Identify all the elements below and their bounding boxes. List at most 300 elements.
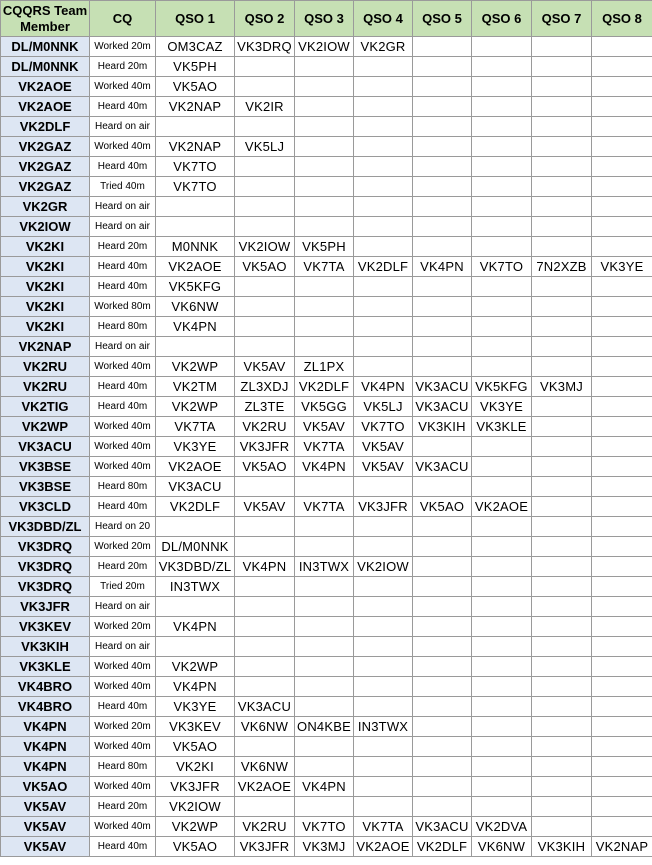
qso-cell xyxy=(592,577,652,597)
member-cell: VK3DBD/ZL xyxy=(1,517,90,537)
qso-cell xyxy=(472,157,532,177)
qso-cell: VK3ACU xyxy=(413,817,472,837)
qso-cell: VK4PN xyxy=(156,617,235,637)
qso-cell: VK3JFR xyxy=(156,777,235,797)
qso-cell: VK2AOE xyxy=(472,497,532,517)
qso-cell xyxy=(532,697,592,717)
qso-cell xyxy=(354,117,413,137)
qso-cell: VK3DBD/ZL xyxy=(156,557,235,577)
qso-cell xyxy=(472,537,532,557)
header-row xyxy=(1,1,652,37)
qso-cell: VK5AV xyxy=(235,357,295,377)
table-row xyxy=(1,657,652,677)
qso-cell xyxy=(532,397,592,417)
qso-cell xyxy=(354,77,413,97)
member-cell: VK4BRO xyxy=(1,677,90,697)
qso-cell xyxy=(592,37,652,57)
qso-cell xyxy=(354,277,413,297)
qso-cell xyxy=(472,657,532,677)
qso-cell xyxy=(413,157,472,177)
qso-cell xyxy=(156,217,235,237)
qso-cell: VK3ACU xyxy=(413,457,472,477)
qso-cell: VK5AO xyxy=(413,497,472,517)
qso-cell xyxy=(295,537,354,557)
qso-cell: VK5KFG xyxy=(472,377,532,397)
member-cell: VK2GAZ xyxy=(1,137,90,157)
cq-cell: Worked 40m xyxy=(90,657,156,677)
table-row xyxy=(1,197,652,217)
member-cell: VK3KEV xyxy=(1,617,90,637)
qso-cell: VK5AV xyxy=(354,457,413,477)
cq-cell: Worked 40m xyxy=(90,677,156,697)
qso-cell xyxy=(592,697,652,717)
table-row xyxy=(1,397,652,417)
qso-cell: VK2DLF xyxy=(156,497,235,517)
qso-cell xyxy=(295,157,354,177)
member-cell: VK2WP xyxy=(1,417,90,437)
qso-cell: VK3YE xyxy=(472,397,532,417)
table-row xyxy=(1,377,652,397)
qso-cell: VK6NW xyxy=(472,837,532,857)
qso-cell xyxy=(235,57,295,77)
qso-cell: VK3KEV xyxy=(156,717,235,737)
table-row xyxy=(1,437,652,457)
qso-cell: IN3TWX xyxy=(295,557,354,577)
qso-cell: IN3TWX xyxy=(156,577,235,597)
qso-cell xyxy=(532,277,592,297)
qso-cell xyxy=(295,197,354,217)
cq-cell: Worked 40m xyxy=(90,777,156,797)
table-row xyxy=(1,617,652,637)
qso-cell xyxy=(532,37,592,57)
table-row xyxy=(1,477,652,497)
qso-cell xyxy=(295,677,354,697)
qso-cell xyxy=(413,637,472,657)
qso-cell xyxy=(592,77,652,97)
qso-cell xyxy=(592,657,652,677)
cq-cell: Heard on air xyxy=(90,217,156,237)
cq-cell: Worked 20m xyxy=(90,537,156,557)
table-row xyxy=(1,177,652,197)
member-cell: VK2KI xyxy=(1,237,90,257)
qso-cell: VK2WP xyxy=(156,657,235,677)
cq-cell: Heard 80m xyxy=(90,477,156,497)
qso-cell xyxy=(235,637,295,657)
table-row xyxy=(1,817,652,837)
qso-cell xyxy=(592,457,652,477)
qso-cell xyxy=(532,817,592,837)
qso-cell xyxy=(413,657,472,677)
qso-cell xyxy=(354,677,413,697)
qso-cell xyxy=(592,377,652,397)
qso-cell xyxy=(472,277,532,297)
qso-cell xyxy=(532,537,592,557)
header-member: CQQRS Team Member xyxy=(1,1,90,37)
cq-cell: Tried 20m xyxy=(90,577,156,597)
qso-cell xyxy=(295,77,354,97)
member-cell: VK5AO xyxy=(1,777,90,797)
table-row xyxy=(1,257,652,277)
qso-cell xyxy=(413,557,472,577)
qso-cell xyxy=(295,597,354,617)
table-row xyxy=(1,597,652,617)
qso-cell xyxy=(592,757,652,777)
qso-cell xyxy=(235,297,295,317)
qso-cell xyxy=(472,177,532,197)
qso-cell: VK7TO xyxy=(156,157,235,177)
table-row xyxy=(1,837,652,857)
qso-cell xyxy=(532,77,592,97)
qso-cell xyxy=(413,317,472,337)
qso-cell xyxy=(592,157,652,177)
qso-cell xyxy=(413,197,472,217)
qso-cell xyxy=(532,737,592,757)
table-row xyxy=(1,637,652,657)
qso-cell xyxy=(295,297,354,317)
member-cell: VK3KIH xyxy=(1,637,90,657)
qso-cell xyxy=(472,557,532,577)
qso-cell: VK4PN xyxy=(235,557,295,577)
qso-cell xyxy=(413,517,472,537)
table-body xyxy=(1,37,652,857)
member-cell: VK2AOE xyxy=(1,77,90,97)
qso-cell xyxy=(592,517,652,537)
qso-cell xyxy=(592,817,652,837)
qso-cell: VK3DRQ xyxy=(235,37,295,57)
qso-cell xyxy=(532,497,592,517)
table-row xyxy=(1,737,652,757)
qso-cell xyxy=(472,717,532,737)
qso-cell: VK3KIH xyxy=(532,837,592,857)
qso-cell xyxy=(472,777,532,797)
member-cell: VK5AV xyxy=(1,837,90,857)
cq-cell: Worked 40m xyxy=(90,357,156,377)
qso-cell: M0NNK xyxy=(156,237,235,257)
qso-cell: VK4PN xyxy=(295,457,354,477)
qso-cell: ZL3TE xyxy=(235,397,295,417)
qso-cell xyxy=(235,617,295,637)
qso-cell xyxy=(413,137,472,157)
qso-cell xyxy=(235,577,295,597)
qso-cell xyxy=(472,117,532,137)
qso-cell xyxy=(472,757,532,777)
table-row xyxy=(1,157,652,177)
qso-cell xyxy=(235,157,295,177)
header-qso-2: QSO 2 xyxy=(235,1,295,37)
qso-cell xyxy=(354,517,413,537)
qso-cell xyxy=(472,597,532,617)
qso-cell: VK2DLF xyxy=(413,837,472,857)
header-qso-5: QSO 5 xyxy=(413,1,472,37)
qso-cell xyxy=(354,357,413,377)
qso-cell xyxy=(413,57,472,77)
qso-cell: VK3ACU xyxy=(413,397,472,417)
member-cell: VK2IOW xyxy=(1,217,90,237)
qso-cell xyxy=(295,117,354,137)
qso-cell xyxy=(295,217,354,237)
qso-cell xyxy=(235,537,295,557)
member-cell: VK2NAP xyxy=(1,337,90,357)
qso-cell xyxy=(156,197,235,217)
cq-cell: Worked 40m xyxy=(90,817,156,837)
cq-cell: Heard 40m xyxy=(90,497,156,517)
qso-cell xyxy=(354,237,413,257)
qso-cell: VK2NAP xyxy=(156,97,235,117)
qso-cell xyxy=(592,337,652,357)
qso-cell: VK7TA xyxy=(295,257,354,277)
qso-cell: 7N2XZB xyxy=(532,257,592,277)
qso-cell: VK2WP xyxy=(156,357,235,377)
qso-cell xyxy=(295,637,354,657)
qso-cell xyxy=(295,737,354,757)
qso-cell xyxy=(532,717,592,737)
qso-cell xyxy=(592,557,652,577)
qso-cell: VK5AV xyxy=(235,497,295,517)
qso-cell xyxy=(413,777,472,797)
header-cq: CQ xyxy=(90,1,156,37)
qso-cell xyxy=(532,637,592,657)
qso-cell xyxy=(295,797,354,817)
qso-cell xyxy=(413,117,472,137)
qso-cell xyxy=(592,57,652,77)
qso-cell xyxy=(413,597,472,617)
header-qso-6: QSO 6 xyxy=(472,1,532,37)
cq-cell: Worked 40m xyxy=(90,437,156,457)
qso-cell xyxy=(472,677,532,697)
qso-cell: VK7TA xyxy=(156,417,235,437)
member-cell: VK2KI xyxy=(1,317,90,337)
qso-cell xyxy=(295,317,354,337)
member-cell: VK4PN xyxy=(1,737,90,757)
qso-cell: VK6NW xyxy=(235,757,295,777)
table-row xyxy=(1,337,652,357)
qso-cell xyxy=(532,557,592,577)
qso-cell xyxy=(592,777,652,797)
qso-cell: VK5LJ xyxy=(354,397,413,417)
table-row xyxy=(1,277,652,297)
qso-cell: VK5AO xyxy=(235,457,295,477)
member-cell: VK3KLE xyxy=(1,657,90,677)
table-row xyxy=(1,57,652,77)
qso-cell xyxy=(354,97,413,117)
cq-cell: Heard 80m xyxy=(90,317,156,337)
qso-cell xyxy=(592,737,652,757)
qso-cell: VK5GG xyxy=(295,397,354,417)
member-cell: VK3BSE xyxy=(1,457,90,477)
qso-cell xyxy=(532,797,592,817)
cq-cell: Worked 40m xyxy=(90,457,156,477)
cq-cell: Heard on air xyxy=(90,637,156,657)
member-cell: VK4PN xyxy=(1,757,90,777)
qso-cell: VK2GR xyxy=(354,37,413,57)
qso-cell xyxy=(532,477,592,497)
member-cell: VK2TIG xyxy=(1,397,90,417)
cq-cell: Heard 40m xyxy=(90,97,156,117)
qso-cell xyxy=(532,297,592,317)
cq-cell: Worked 40m xyxy=(90,77,156,97)
qso-cell xyxy=(413,717,472,737)
qso-cell xyxy=(592,317,652,337)
qso-cell xyxy=(592,797,652,817)
qso-cell xyxy=(354,657,413,677)
qso-cell: VK2KI xyxy=(156,757,235,777)
qso-cell xyxy=(472,297,532,317)
qso-cell xyxy=(592,497,652,517)
qso-cell xyxy=(354,477,413,497)
qso-cell xyxy=(532,217,592,237)
qso-cell: VK3KLE xyxy=(472,417,532,437)
qso-cell xyxy=(354,637,413,657)
qso-cell xyxy=(532,577,592,597)
qso-cell xyxy=(592,677,652,697)
qso-cell xyxy=(472,97,532,117)
qso-cell xyxy=(354,317,413,337)
qso-cell xyxy=(295,177,354,197)
header-qso-7: QSO 7 xyxy=(532,1,592,37)
member-cell: VK2RU xyxy=(1,377,90,397)
qso-cell: VK3JFR xyxy=(235,437,295,457)
table-row xyxy=(1,777,652,797)
qso-cell: VK2DVA xyxy=(472,817,532,837)
table-row xyxy=(1,557,652,577)
qso-cell: VK7TO xyxy=(472,257,532,277)
cq-cell: Heard 40m xyxy=(90,377,156,397)
qso-cell xyxy=(592,717,652,737)
qso-cell xyxy=(413,237,472,257)
qso-cell: VK3ACU xyxy=(235,697,295,717)
header-qso-1: QSO 1 xyxy=(156,1,235,37)
qso-cell xyxy=(413,37,472,57)
qso-cell xyxy=(295,757,354,777)
qso-cell xyxy=(472,197,532,217)
qso-cell: VK4PN xyxy=(156,677,235,697)
qso-cell: VK2WP xyxy=(156,397,235,417)
qso-cell xyxy=(354,737,413,757)
qso-cell: VK2AOE xyxy=(156,457,235,477)
qso-cell xyxy=(354,697,413,717)
qso-cell: DL/M0NNK xyxy=(156,537,235,557)
qso-cell: VK2AOE xyxy=(354,837,413,857)
qso-cell: VK2WP xyxy=(156,817,235,837)
cq-cell: Heard 20m xyxy=(90,797,156,817)
qso-cell: VK7TO xyxy=(156,177,235,197)
member-cell: VK4PN xyxy=(1,717,90,737)
qso-cell: VK2AOE xyxy=(156,257,235,277)
qso-cell xyxy=(532,357,592,377)
qso-cell xyxy=(354,137,413,157)
qso-cell xyxy=(235,317,295,337)
qso-cell xyxy=(413,277,472,297)
qso-cell xyxy=(532,657,592,677)
qso-cell xyxy=(354,537,413,557)
qso-cell: VK3JFR xyxy=(235,837,295,857)
qso-cell: VK2TM xyxy=(156,377,235,397)
qso-cell xyxy=(472,737,532,757)
qso-cell: VK2RU xyxy=(235,817,295,837)
qso-cell xyxy=(532,317,592,337)
qso-cell xyxy=(235,737,295,757)
qso-cell xyxy=(592,597,652,617)
qso-cell xyxy=(413,97,472,117)
qso-cell: VK3YE xyxy=(156,437,235,457)
qso-cell xyxy=(472,437,532,457)
qso-cell xyxy=(592,357,652,377)
table-row xyxy=(1,97,652,117)
qso-cell: VK2IOW xyxy=(295,37,354,57)
qso-cell: VK4PN xyxy=(295,777,354,797)
qso-cell: VK5AO xyxy=(156,77,235,97)
qso-cell xyxy=(532,517,592,537)
qso-cell xyxy=(532,597,592,617)
qso-cell xyxy=(354,177,413,197)
qso-cell xyxy=(295,657,354,677)
qso-cell xyxy=(235,677,295,697)
qso-cell xyxy=(413,297,472,317)
qso-cell xyxy=(156,337,235,357)
qso-cell xyxy=(532,197,592,217)
table-row xyxy=(1,357,652,377)
qso-cell: VK2IOW xyxy=(354,557,413,577)
qso-cell: VK2NAP xyxy=(592,837,652,857)
cq-cell: Heard on air xyxy=(90,337,156,357)
qso-cell xyxy=(532,457,592,477)
qso-cell xyxy=(472,797,532,817)
qso-cell: VK3JFR xyxy=(354,497,413,517)
qso-cell: VK2DLF xyxy=(354,257,413,277)
qso-cell xyxy=(532,97,592,117)
qso-cell: VK4PN xyxy=(354,377,413,397)
cq-cell: Worked 40m xyxy=(90,737,156,757)
member-cell: VK2KI xyxy=(1,297,90,317)
qso-cell: ON4KBE xyxy=(295,717,354,737)
qso-cell xyxy=(235,597,295,617)
qso-cell: VK5AV xyxy=(354,437,413,457)
qso-cell: VK5AO xyxy=(156,737,235,757)
qso-cell xyxy=(592,97,652,117)
member-cell: VK3DRQ xyxy=(1,557,90,577)
table-row xyxy=(1,677,652,697)
qso-cell xyxy=(354,797,413,817)
member-cell: VK3DRQ xyxy=(1,537,90,557)
qso-cell xyxy=(413,577,472,597)
qso-cell xyxy=(472,577,532,597)
qso-cell xyxy=(413,337,472,357)
member-cell: VK3CLD xyxy=(1,497,90,517)
cq-cell: Worked 20m xyxy=(90,617,156,637)
qso-cell xyxy=(235,277,295,297)
qso-cell xyxy=(295,517,354,537)
table-row xyxy=(1,457,652,477)
member-cell: VK2GAZ xyxy=(1,157,90,177)
qso-cell: VK2DLF xyxy=(295,377,354,397)
qso-cell xyxy=(156,517,235,537)
qso-cell xyxy=(532,777,592,797)
qso-cell: VK2AOE xyxy=(235,777,295,797)
member-cell: VK3ACU xyxy=(1,437,90,457)
qso-cell xyxy=(532,677,592,697)
member-cell: VK2GR xyxy=(1,197,90,217)
cq-cell: Heard 40m xyxy=(90,837,156,857)
qso-cell xyxy=(472,137,532,157)
qso-cell xyxy=(413,77,472,97)
qso-cell xyxy=(592,277,652,297)
qso-cell xyxy=(472,317,532,337)
member-cell: VK2GAZ xyxy=(1,177,90,197)
qso-cell xyxy=(156,597,235,617)
qso-cell: VK3YE xyxy=(592,257,652,277)
qso-cell xyxy=(235,657,295,677)
qso-cell xyxy=(592,617,652,637)
